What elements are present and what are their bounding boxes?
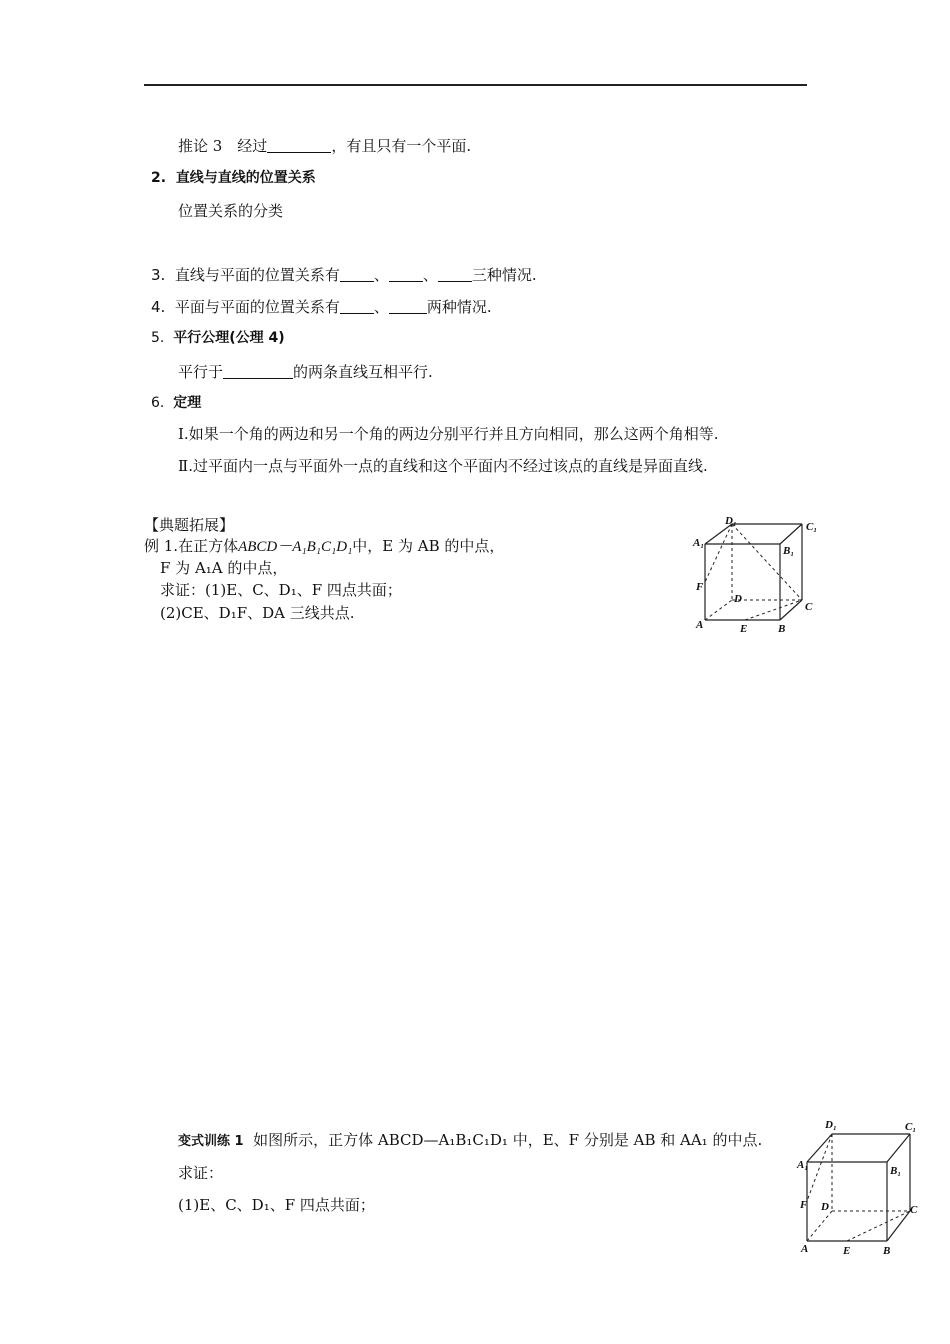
- label-a: A: [801, 1243, 809, 1255]
- section-5-heading: 5. 平行公理(公理 4): [151, 330, 285, 346]
- label-d: D: [821, 1201, 829, 1213]
- header-rule: [144, 84, 807, 86]
- section-2-subtitle: 位置关系的分类: [178, 202, 284, 220]
- label-c1: C₁: [806, 521, 818, 533]
- section-6-heading: 6. 定理: [151, 395, 202, 411]
- cube-figure-2: [795, 1116, 925, 1261]
- label-e: E: [843, 1245, 851, 1257]
- label-c: C: [805, 601, 813, 613]
- label-a: A: [696, 619, 704, 631]
- label-b: B: [778, 623, 786, 635]
- variant-prove-label: 求证：: [178, 1164, 224, 1182]
- example-1-f-definition: F 为 A₁A 的中点，: [160, 559, 288, 577]
- answer-blank[interactable]: [389, 299, 427, 314]
- label-f: F: [696, 581, 704, 593]
- label-c1: C₁: [905, 1121, 917, 1133]
- corollary-3-prefix: 推论 3 经过: [178, 137, 268, 155]
- label-d1: D₁: [725, 515, 737, 527]
- label-b1: B₁: [890, 1165, 902, 1177]
- answer-blank[interactable]: [340, 299, 374, 314]
- variant-prove-1: (1)E、C、D₁、F 四点共面；: [178, 1196, 375, 1214]
- label-d: D: [734, 593, 742, 605]
- section-5-text: 平行于 的两条直线互相平行.: [178, 363, 433, 381]
- cube-figure-1: [690, 512, 820, 637]
- label-e: E: [740, 623, 748, 635]
- corollary-3-suffix: ，有且只有一个平面.: [331, 137, 472, 155]
- example-1-prove-2: (2)CE、D₁F、DA 三线共点.: [160, 604, 355, 622]
- section-5-title: 平行公理(公理 4): [173, 330, 285, 346]
- answer-blank[interactable]: [267, 138, 331, 153]
- section-3-line: 3. 直线与平面的位置关系有 、 、 三种情况.: [151, 266, 537, 284]
- section-2-heading: 2. 直线与直线的位置关系: [151, 170, 316, 186]
- answer-blank[interactable]: [340, 267, 374, 282]
- example-1-line: 例 1.在正方体ABCD－A₁B₁C₁D₁中，E 为 AB 的中点，: [144, 537, 505, 555]
- label-a1: A₁: [797, 1159, 809, 1171]
- variant-1-line: [178, 1133, 762, 1148]
- variant-text: 如图所示，正方体 ABCD—A₁B₁C₁D₁ 中，E、F 分别是 AB 和 AA₁ 的中点.: [253, 1131, 763, 1149]
- section-4-line: 4. 平面与平面的位置关系有 、 两种情况.: [151, 298, 492, 316]
- label-a1: A₁: [693, 537, 705, 549]
- theorem-2: Ⅱ.过平面内一点与平面外一点的直线和这个平面内不经过该点的直线是异面直线.: [178, 457, 708, 475]
- answer-blank[interactable]: [223, 364, 293, 379]
- label-b1: B₁: [783, 545, 795, 557]
- label-f: F: [800, 1199, 808, 1211]
- section-2-title: 直线与直线的位置关系: [175, 170, 316, 186]
- corollary-3-line: [178, 138, 471, 154]
- answer-blank[interactable]: [389, 267, 423, 282]
- variant-label: 变式训练 1: [178, 1134, 244, 1149]
- section-6-title: 定理: [173, 395, 202, 411]
- answer-blank[interactable]: [438, 267, 472, 282]
- example-heading: 【典题拓展】: [144, 516, 235, 534]
- cube-name: ABCD－A₁B₁C₁D₁: [238, 539, 353, 555]
- example-1-prove-1: 求证：(1)E、C、D₁、F 四点共面；: [160, 581, 402, 599]
- label-b: B: [883, 1245, 891, 1257]
- theorem-1: Ⅰ.如果一个角的两边和另一个角的两边分别平行并且方向相同，那么这两个角相等.: [178, 425, 719, 443]
- label-d1: D₁: [825, 1119, 837, 1131]
- label-c: C: [910, 1204, 918, 1216]
